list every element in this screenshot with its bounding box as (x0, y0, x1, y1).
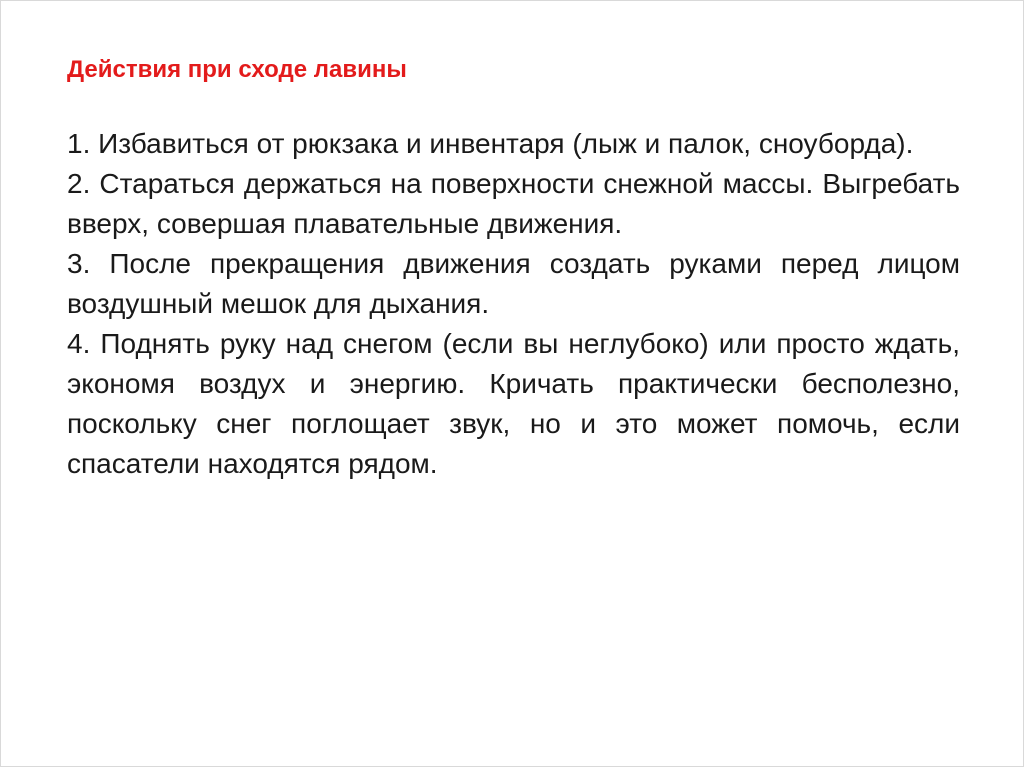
instruction-item-4: 4. Поднять руку над снегом (если вы неглубоко) или просто ждать, экономя воздух и энергию. Кричать практически бесполезно, поскольку снег поглощает звук, но и это может помочь, если спасатели находятся рядом. (67, 328, 960, 479)
instruction-item-2: 2. Стараться держаться на поверхности снежной массы. Выгребать вверх, совершая плавательные движения. (67, 168, 960, 239)
instruction-item-1: 1. Избавиться от рюкзака и инвентаря (лыж и палок, сноуборда). (67, 128, 914, 159)
slide-content (67, 56, 960, 484)
instruction-item-3: 3. После прекращения движения создать руками перед лицом воздушный мешок для дыхания. (67, 248, 960, 319)
slide-title: Действия при сходе лавины (67, 56, 407, 83)
